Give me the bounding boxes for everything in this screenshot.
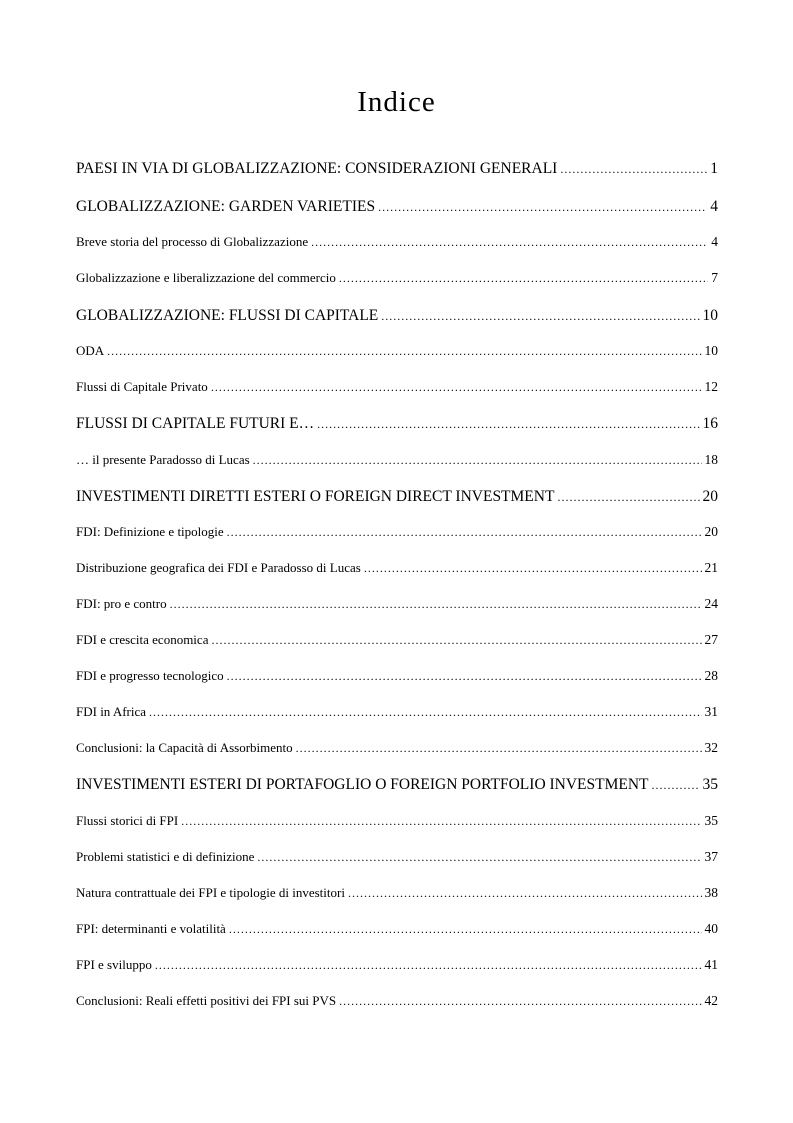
- toc-entry-page-number: 1: [710, 160, 718, 177]
- toc-entry[interactable]: [76, 632, 718, 652]
- toc-entry-page-number: 35: [702, 776, 718, 793]
- dot-leader: [339, 994, 701, 1009]
- dot-leader: [211, 633, 701, 648]
- toc-entry-page-number: 42: [704, 993, 718, 1008]
- toc-entry-page-number: 27: [704, 632, 718, 647]
- toc-entry-page-number: 21: [704, 560, 718, 575]
- toc-entry[interactable]: [76, 776, 718, 796]
- toc-entry-title: Globalizzazione e liberalizzazione del commercio: [76, 270, 336, 285]
- toc-entry[interactable]: [76, 198, 718, 218]
- toc-entry[interactable]: [76, 270, 718, 290]
- dot-leader: [652, 778, 700, 793]
- toc-entry[interactable]: [76, 160, 718, 180]
- toc-entry-page-number: 4: [711, 234, 718, 249]
- toc-entry-page-number: 38: [704, 885, 718, 900]
- toc-entry[interactable]: [76, 921, 718, 941]
- toc-entry-title: INVESTIMENTI DIRETTI ESTERI O FOREIGN DIRECT INVESTMENT: [76, 488, 555, 505]
- toc-entry-title: FDI in Africa: [76, 704, 147, 719]
- dot-leader: [348, 886, 702, 901]
- dot-leader: [253, 453, 702, 468]
- dot-leader: [227, 525, 702, 540]
- toc-entry-title: Distribuzione geografica dei FDI e Paradosso di Lucas: [76, 560, 361, 575]
- toc-entry-title: Natura contrattuale dei FPI e tipologie di investitori: [76, 885, 345, 900]
- toc-entry-title: Flussi storici di FPI: [76, 813, 179, 828]
- toc-entry[interactable]: [76, 379, 718, 399]
- dot-leader: [211, 380, 702, 395]
- toc-entry-page-number: 24: [704, 596, 718, 611]
- toc-entry-page-number: 40: [704, 921, 718, 936]
- toc-entry-title: Flussi di Capitale Privato: [76, 379, 208, 394]
- toc-entry-title: FDI e crescita economica: [76, 632, 209, 647]
- dot-leader: [311, 235, 708, 250]
- toc-entry-page-number: 10: [702, 307, 718, 324]
- toc-entry-title: GLOBALIZZAZIONE: GARDEN VARIETIES: [76, 198, 376, 215]
- dot-leader: [149, 705, 701, 720]
- toc-entry[interactable]: [76, 234, 718, 254]
- toc-entry-page-number: 18: [704, 452, 718, 467]
- toc-entry-page-number: 41: [704, 957, 718, 972]
- toc-entry[interactable]: [76, 813, 718, 833]
- toc-entry-title: INVESTIMENTI ESTERI DI PORTAFOGLIO O FOREIGN PORTFOLIO INVESTMENT: [76, 776, 649, 793]
- toc-entry[interactable]: [76, 415, 718, 435]
- toc-entry[interactable]: [76, 849, 718, 869]
- page-title: Indice: [357, 86, 436, 118]
- toc-entry-page-number: 20: [702, 488, 718, 505]
- toc-entry-title: FLUSSI DI CAPITALE FUTURI E…: [76, 415, 315, 432]
- dot-leader: [364, 561, 702, 576]
- toc-entry-title: Problemi statistici e di definizione: [76, 849, 255, 864]
- dot-leader: [170, 597, 702, 612]
- toc-entry[interactable]: [76, 560, 718, 580]
- toc-entry-page-number: 35: [704, 813, 718, 828]
- toc-entry-page-number: 28: [704, 668, 718, 683]
- toc-entry[interactable]: [76, 993, 718, 1013]
- dot-leader: [560, 162, 707, 177]
- toc-entry-title: … il presente Paradosso di Lucas: [76, 452, 250, 467]
- dot-leader: [229, 922, 702, 937]
- toc-entry[interactable]: [76, 596, 718, 616]
- toc-entry-page-number: 31: [704, 704, 718, 719]
- toc-entry-title: FDI: pro e contro: [76, 596, 167, 611]
- toc-entry[interactable]: [76, 740, 718, 760]
- toc-entry[interactable]: [76, 957, 718, 977]
- dot-leader: [227, 669, 702, 684]
- toc-entry-title: FDI e progresso tecnologico: [76, 668, 224, 683]
- toc-entry-title: PAESI IN VIA DI GLOBALIZZAZIONE: CONSIDERAZIONI GENERALI: [76, 160, 558, 177]
- toc-entry[interactable]: [76, 885, 718, 905]
- toc-entry[interactable]: [76, 668, 718, 688]
- toc-entry-title: Breve storia del processo di Globalizzazione: [76, 234, 309, 249]
- toc-entry-page-number: 7: [711, 270, 718, 285]
- toc-entry-page-number: 16: [702, 415, 718, 432]
- toc-entry[interactable]: [76, 452, 718, 472]
- dot-leader: [296, 741, 702, 756]
- toc-entry-title: Conclusioni: Reali effetti positivi dei FPI sui PVS: [76, 993, 337, 1008]
- toc-entry-title: FPI: determinanti e volatilità: [76, 921, 226, 936]
- toc-entry-title: Conclusioni: la Capacità di Assorbimento: [76, 740, 293, 755]
- toc-entry[interactable]: [76, 524, 718, 544]
- toc-entry-title: FPI e sviluppo: [76, 957, 152, 972]
- dot-leader: [317, 417, 699, 432]
- dot-leader: [381, 309, 699, 324]
- toc-entry-page-number: 12: [704, 379, 718, 394]
- dot-leader: [378, 200, 707, 215]
- toc-entry-title: GLOBALIZZAZIONE: FLUSSI DI CAPITALE: [76, 307, 379, 324]
- toc-entry-title: FDI: Definizione e tipologie: [76, 524, 224, 539]
- dot-leader: [557, 490, 699, 505]
- dot-leader: [181, 814, 701, 829]
- toc-entry[interactable]: [76, 307, 718, 327]
- toc-entry-page-number: 10: [704, 343, 718, 358]
- toc-entry-page-number: 4: [710, 198, 718, 215]
- toc-entry-page-number: 32: [704, 740, 718, 755]
- toc-entry-title: ODA: [76, 343, 105, 358]
- toc-entry[interactable]: [76, 704, 718, 724]
- dot-leader: [155, 958, 702, 973]
- toc-entry-page-number: 37: [704, 849, 718, 864]
- toc-entry[interactable]: [76, 488, 718, 508]
- toc-entry-page-number: 20: [704, 524, 718, 539]
- toc-entry[interactable]: [76, 343, 718, 363]
- dot-leader: [107, 344, 701, 359]
- dot-leader: [257, 850, 701, 865]
- dot-leader: [339, 271, 708, 286]
